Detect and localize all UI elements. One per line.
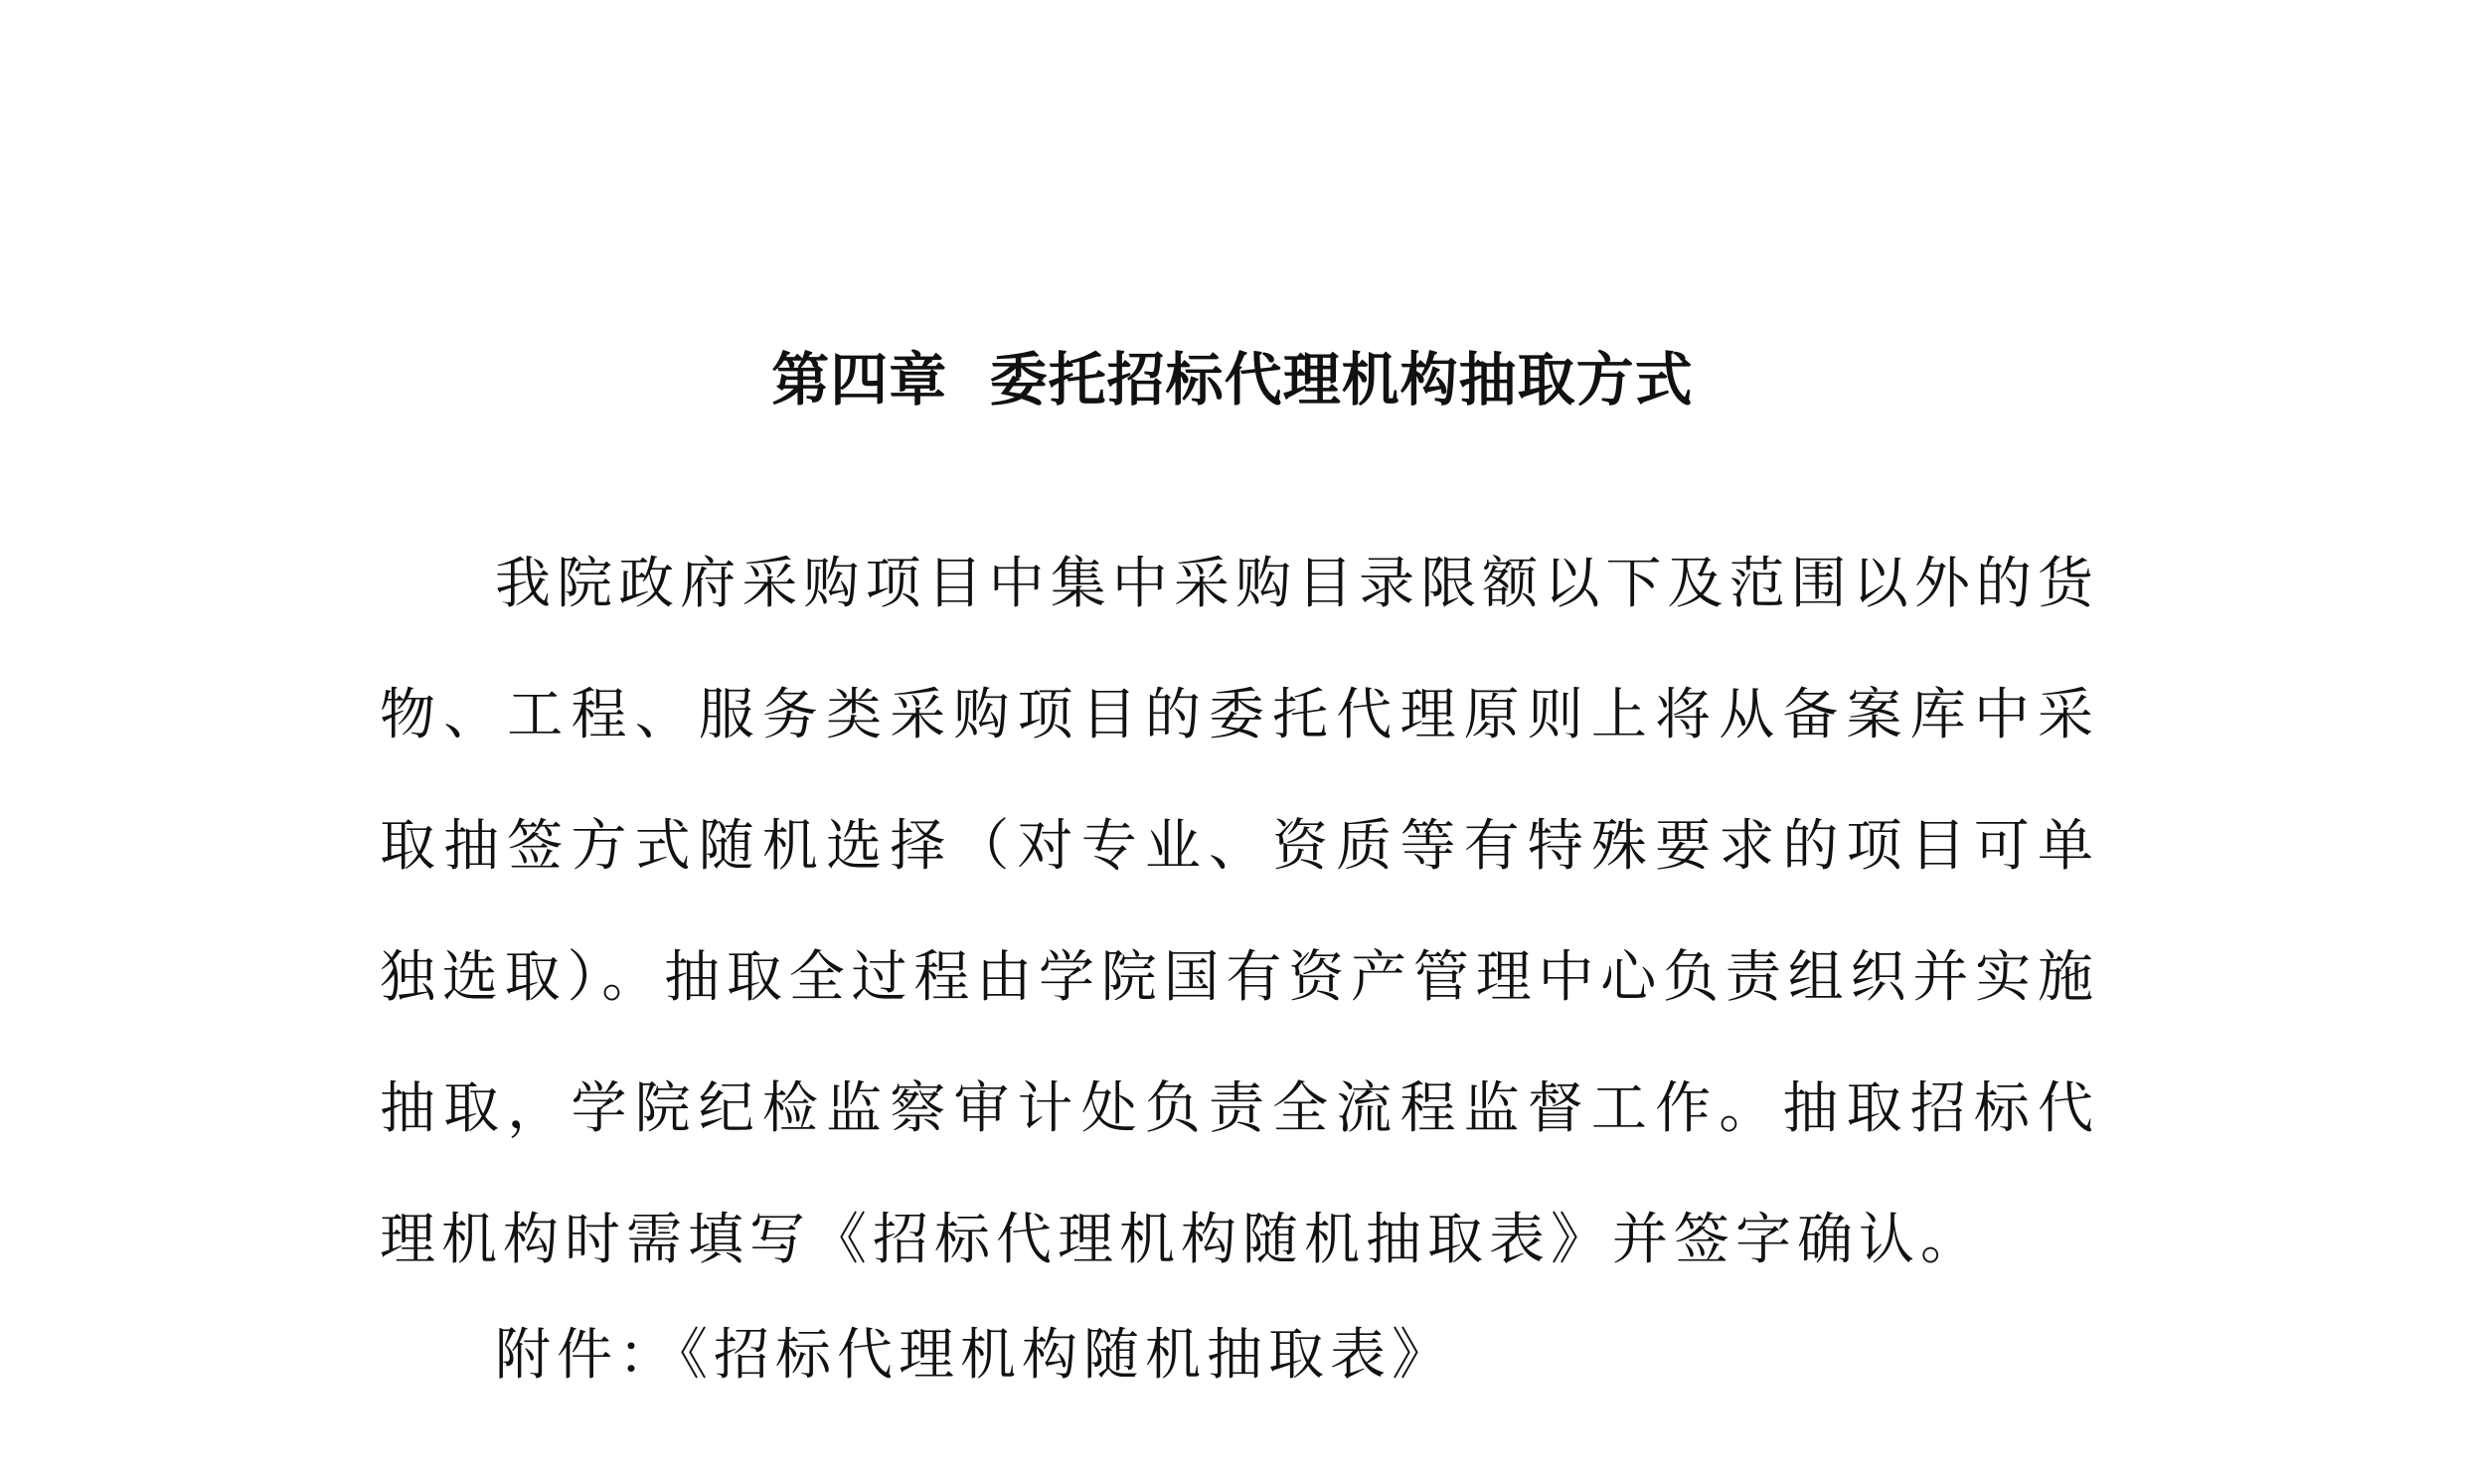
body-text xyxy=(380,519,2099,1306)
main-paragraph: 我院政府采购项目中集中采购目录限额以下及范围以外的货物、工程、服务类采购项目的委托代理原则上将从备案库中采取抽签方式随机选择（对专业、资质等有特殊要求的项目可单独选取）。抽取全过程由学院国有资产管理中心负责组织并实施抽取，学院纪检监察审计处负责全流程监督工作。抽取招标代理机构时需填写《招标代理机构随机抽取表》并签字确认。 xyxy=(380,552,2099,1272)
chapter-title: 第四章 委托招标代理机构抽取方式 xyxy=(771,346,1694,413)
attachment-line: 附件：《招标代理机构随机抽取表》 xyxy=(495,1323,1453,1388)
